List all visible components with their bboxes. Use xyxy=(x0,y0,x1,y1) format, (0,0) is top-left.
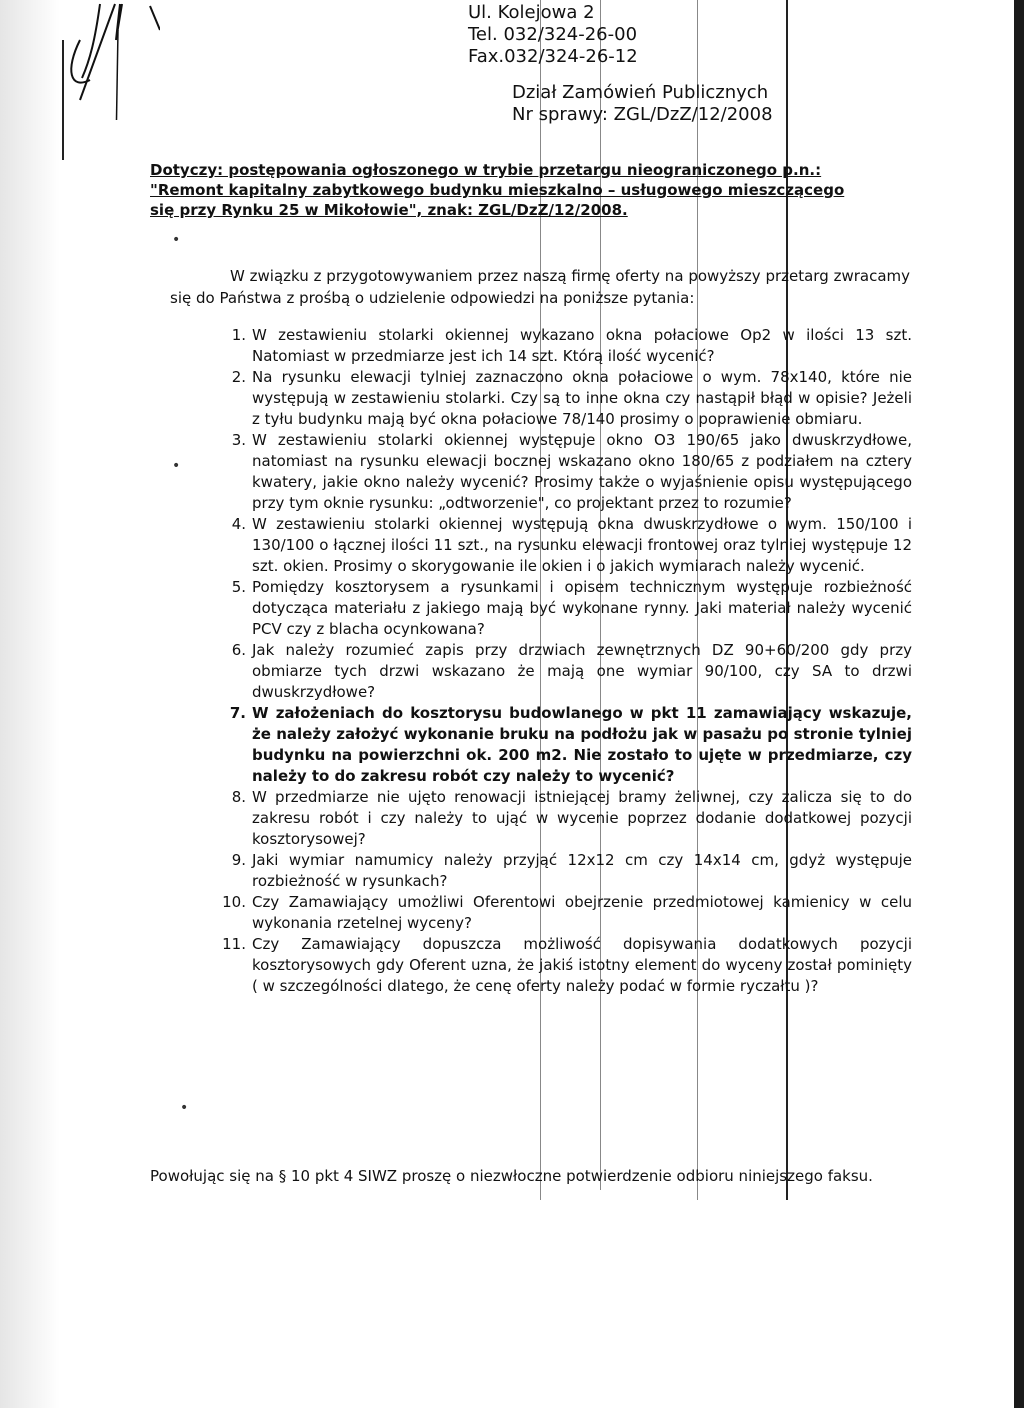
department-name: Dział Zamówień Publicznych xyxy=(512,82,769,103)
question-item xyxy=(231,514,912,577)
sender-street: Ul. Kolejowa 2 xyxy=(468,2,595,23)
question-number: 11. xyxy=(222,935,246,953)
question-text: W założeniach do kosztorysu budowlanego w pkt 11 zamawiający wskazuje, że należy założyć wykonanie bruku na podłożu jak w pasażu po stronie tylniej budynku na powierzchni ok. 200 m2. Nie zostało to ujęte w przedmiarze, czy należy to do zakresu robót czy należy to wycenić? xyxy=(252,704,912,785)
sender-header xyxy=(468,2,638,68)
question-text: W zestawieniu stolarki okiennej wykazano okna połaciowe Op2 w ilości 13 szt. Natomiast w przedmiarze jest ich 14 szt. Którą ilość wycenić? xyxy=(252,326,912,365)
question-item xyxy=(231,577,912,640)
question-number: 10. xyxy=(222,893,246,911)
subject-line: się przy Rynku 25 w Mikołowie", znak: ZGL/DzZ/12/2008. xyxy=(150,201,628,219)
question-number: 7. xyxy=(229,704,246,722)
question-number: 3. xyxy=(231,431,246,449)
scan-speck: • xyxy=(172,458,181,474)
question-number: 2. xyxy=(231,368,246,386)
question-number: 8. xyxy=(231,788,246,806)
question-text: W przedmiarze nie ujęto renowacji istniejącej bramy żeliwnej, czy zalicza się to do zakresu robót i czy należy to ująć w wycenie poprzez dodanie dodatkowej pozycji kosztorysowej? xyxy=(252,788,912,848)
question-item xyxy=(229,703,912,787)
question-text: W zestawieniu stolarki okiennej występuje okno O3 190/65 jako dwuskrzydłowe, natomiast na rysunku elewacji bocznej wskazano okno 180/65 z podziałem na cztery kwatery, jakie okno należy wycenić? Prosimy także o wyjaśnienie opisu występującego przy tym oknie rysunku: „odtworzenie", co projektant przez to rozumie? xyxy=(252,431,912,512)
scan-speck: • xyxy=(172,232,181,248)
sender-tel: Tel. 032/324-26-00 xyxy=(468,24,638,45)
sender-fax: Fax.032/324-26-12 xyxy=(468,46,638,67)
scan-edge-right xyxy=(1014,0,1024,1408)
intro-text: W związku z przygotowywaniem przez naszą firmę oferty na powyższy przetarg zwracamy się do Państwa z prośbą o udzielenie odpowiedzi na poniższe pytania: xyxy=(170,267,910,307)
question-item xyxy=(231,367,912,430)
question-item xyxy=(222,934,912,997)
question-text: Czy Zamawiający dopuszcza możliwość dopisywania dodatkowych pozycji kosztorysowych gdy Oferent uzna, że jakiś istotny element do wyceny został pominięty ( w szczególności dlatego, że cenę oferty należy podać w formie ryczałtu )? xyxy=(252,935,912,995)
intro-paragraph xyxy=(170,265,910,309)
closing-text: Powołując się na § 10 pkt 4 SIWZ proszę o niezwłoczne potwierdzenie odbioru niniejszego faksu. xyxy=(150,1167,873,1185)
question-number: 1. xyxy=(231,326,246,344)
question-item xyxy=(231,850,912,892)
question-text: Jaki wymiar namumicy należy przyjąć 12x12 cm czy 14x14 cm, gdyż występuje rozbieżność w rysunkach? xyxy=(252,851,912,890)
logo-icon xyxy=(60,0,160,120)
question-text: W zestawieniu stolarki okiennej występują okna dwuskrzydłowe o wym. 150/100 i 130/100 o łącznej ilości 11 szt., na rysunku elewacji frontowej oraz tylniej występuje 12 szt. okien. Prosimy o skorygowanie ile okien i o jakich wymiarach należy wycenić. xyxy=(252,515,912,575)
questions-list xyxy=(222,325,912,997)
subject-block xyxy=(150,160,910,220)
department-block xyxy=(512,82,773,126)
question-number: 6. xyxy=(231,641,246,659)
question-text: Pomiędzy kosztorysem a rysunkami i opisem technicznym występuje rozbieżność dotycząca materiału z jakiego mają być wykonane rynny. Jaki materiał należy wycenić PCV czy z blacha ocynkowana? xyxy=(252,578,912,638)
scan-speck: • xyxy=(180,1100,189,1116)
closing-paragraph xyxy=(150,1165,910,1187)
question-item xyxy=(231,787,912,850)
question-item xyxy=(222,892,912,934)
question-text: Czy Zamawiający umożliwi Oferentowi obejrzenie przedmiotowej kamienicy w celu wykonania rzetelnej wyceny? xyxy=(252,893,912,932)
subject-line: "Remont kapitalny zabytkowego budynku mieszkalno – usługowego mieszczącego xyxy=(150,181,845,199)
question-text: Na rysunku elewacji tylniej zaznaczono okna połaciowe o wym. 78x140, które nie występują w zestawieniu stolarki. Czy są to inne okna czy nastąpił błąd w opisie? Jeżeli z tyłu budynku mają być okna połaciowe 78/140 prosimy o poprawienie obmiaru. xyxy=(252,368,912,428)
question-text: Jak należy rozumieć zapis przy drzwiach zewnętrznych DZ 90+60/200 gdy przy obmiarze tych drzwi wskazano że mają one wymiar 90/100, czy SA to drzwi dwuskrzydłowe? xyxy=(252,641,912,701)
question-item xyxy=(231,640,912,703)
question-item xyxy=(231,325,912,367)
question-number: 5. xyxy=(231,578,246,596)
question-item xyxy=(231,430,912,514)
subject-line: Dotyczy: postępowania ogłoszonego w trybie przetargu nieograniczonego p.n.: xyxy=(150,161,822,179)
question-number: 4. xyxy=(231,515,246,533)
question-number: 9. xyxy=(231,851,246,869)
scan-shadow-left xyxy=(0,0,60,1408)
case-number: Nr sprawy: ZGL/DzZ/12/2008 xyxy=(512,104,773,125)
